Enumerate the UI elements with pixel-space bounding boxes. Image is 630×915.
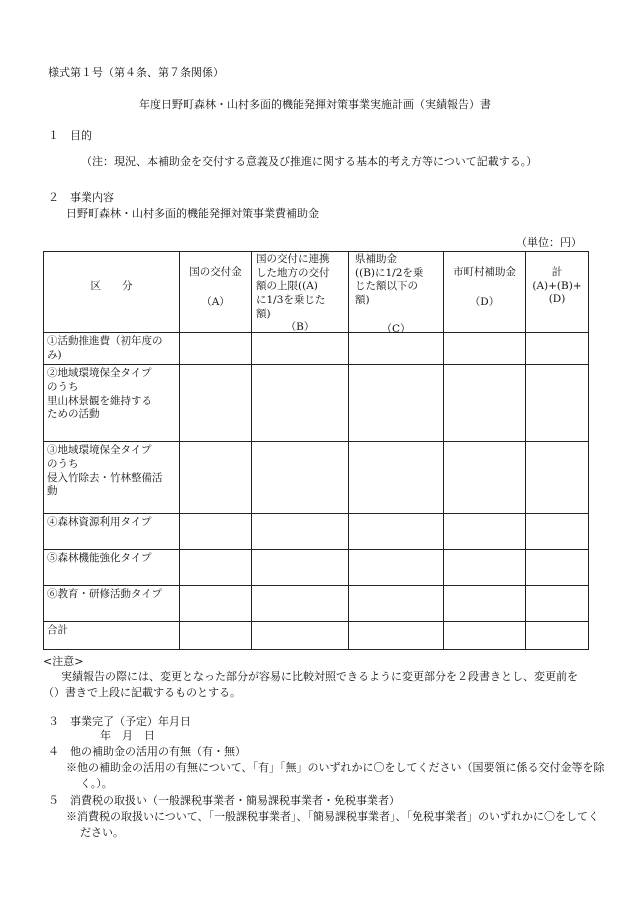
table-row	[44, 622, 589, 650]
unit-label: （単位：円）	[516, 236, 582, 249]
amount-cell[interactable]	[180, 365, 252, 442]
amount-cell[interactable]	[526, 622, 589, 650]
header-b: 国の交付に連携 した地方の交付 額の上限((A) に1/3を乗じた 額) （B）	[252, 252, 349, 333]
table-row	[44, 550, 589, 586]
notes-body: 実績報告の際には、変更となった部分が容易に比較対照できるように変更部分を２段書きとし、変更前を（）書きで上段に記載するものとする。	[43, 670, 578, 699]
section2-heading: ２ 事業内容	[48, 191, 114, 204]
amount-cell[interactable]	[526, 586, 589, 622]
amount-cell[interactable]	[349, 442, 444, 514]
row-label: ⑥教育・研修活動タイプ	[44, 586, 180, 622]
amount-cell[interactable]	[180, 550, 252, 586]
amount-cell[interactable]	[252, 550, 349, 586]
amount-cell[interactable]	[444, 514, 526, 550]
row-label: ①活動推進費（初年度の み)	[44, 333, 180, 365]
amount-cell[interactable]	[252, 333, 349, 365]
section3-heading: ３ 事業完了（予定）年月日	[48, 715, 191, 728]
amount-cell[interactable]	[252, 365, 349, 442]
header-a: 国の交付金 （A）	[180, 252, 252, 333]
row-label: ④森林資源利用タイプ	[44, 514, 180, 550]
header-d: 市町村補助金 （D）	[444, 252, 526, 333]
amount-cell[interactable]	[444, 333, 526, 365]
table-row	[44, 333, 589, 365]
form-id: 様式第１号（第４条、第７条関係）	[48, 66, 224, 79]
amount-cell[interactable]	[252, 586, 349, 622]
amount-cell[interactable]	[444, 442, 526, 514]
header-total: 計 (A)+(B)+(D)	[526, 252, 589, 333]
table-row	[44, 365, 589, 442]
amount-cell[interactable]	[526, 365, 589, 442]
section4-heading: ４ 他の補助金の活用の有無（有・無）	[48, 745, 246, 758]
table-row	[44, 442, 589, 514]
amount-cell[interactable]	[252, 622, 349, 650]
amount-cell[interactable]	[180, 586, 252, 622]
amount-cell[interactable]	[252, 442, 349, 514]
amount-cell[interactable]	[349, 622, 444, 650]
row-label: 合計	[44, 622, 180, 650]
section4-note: ※他の補助金の活用の有無について、「有」「無」のいずれかに〇をしてください（国要領に係る交付金等を除く。）。	[66, 761, 605, 790]
amount-cell[interactable]	[180, 622, 252, 650]
section1-heading: １ 目的	[48, 129, 92, 142]
row-label: ②地域環境保全タイプ のうち 里山林景観を維持する ための活動	[44, 365, 180, 442]
section5-heading: ５ 消費税の取扱い（一般課税事業者・簡易課税事業者・免税事業者）	[48, 794, 400, 807]
amount-cell[interactable]	[526, 442, 589, 514]
amount-cell[interactable]	[444, 586, 526, 622]
amount-cell[interactable]	[526, 333, 589, 365]
amount-cell[interactable]	[444, 365, 526, 442]
table-row	[44, 514, 589, 550]
amount-cell[interactable]	[349, 586, 444, 622]
notes-heading: <注意>	[43, 655, 84, 668]
budget-table	[43, 251, 589, 650]
table-row	[44, 586, 589, 622]
amount-cell[interactable]	[444, 622, 526, 650]
amount-cell[interactable]	[252, 514, 349, 550]
amount-cell[interactable]	[349, 550, 444, 586]
document-title: 年度日野町森林・山村多面的機能発揮対策事業実施計画（実績報告）書	[139, 98, 491, 111]
header-kubun: 区 分	[44, 252, 180, 333]
amount-cell[interactable]	[180, 514, 252, 550]
amount-cell[interactable]	[180, 333, 252, 365]
amount-cell[interactable]	[526, 550, 589, 586]
section5-note: ※消費税の取扱いについて、「一般課税事業者」、「簡易課税事業者」、「免税事業者」のいずれかに〇をしてください。	[66, 810, 600, 839]
section2-subtitle: 日野町森林・山村多面的機能発揮対策事業費補助金	[66, 207, 319, 220]
amount-cell[interactable]	[526, 514, 589, 550]
amount-cell[interactable]	[349, 333, 444, 365]
amount-cell[interactable]	[444, 550, 526, 586]
header-c: 県補助金 ((B)に1/2を乗 じた額以下の 額) （C）	[349, 252, 444, 333]
section1-note: （注：現況、本補助金を交付する意義及び推進に関する基本的考え方等について記載する。）	[81, 155, 538, 168]
row-label: ③地域環境保全タイプ のうち 侵入竹除去・竹林整備活 動	[44, 442, 180, 514]
section3-date: 年 月 日	[100, 729, 155, 742]
amount-cell[interactable]	[349, 514, 444, 550]
row-label: ⑤森林機能強化タイプ	[44, 550, 180, 586]
amount-cell[interactable]	[349, 365, 444, 442]
amount-cell[interactable]	[180, 442, 252, 514]
